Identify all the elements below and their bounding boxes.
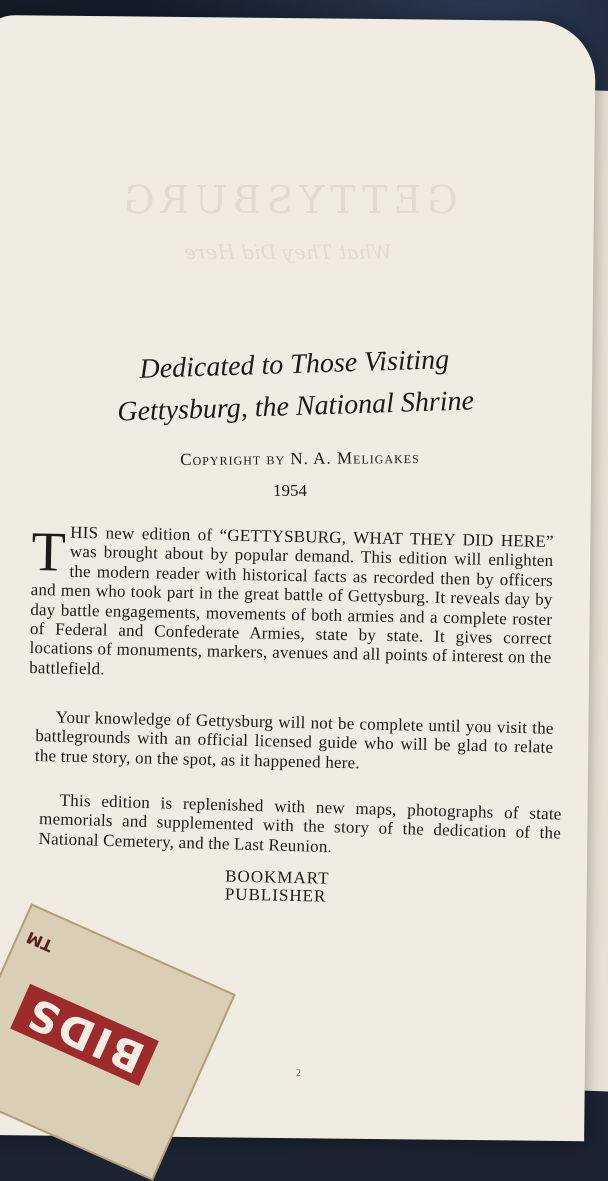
paragraph-3: This edition is replenished with new maps, photographs of state memorials and supplemented with the story of the dedication of the National Cemetery, and the Last Reunion. (38, 790, 562, 856)
publisher-block (225, 868, 366, 907)
box-trademark: TM (23, 927, 56, 956)
drop-cap: T (30, 521, 67, 584)
ghost-title-line2: What They Did Here (184, 240, 392, 264)
copyright-year: 1954 (273, 481, 307, 500)
dedication-line1: Dedicated to Those Visiting (139, 344, 450, 385)
dedication (59, 337, 531, 436)
dedication-line2: Gettysburg, the National Shrine (116, 385, 475, 428)
ghost-title-line1: GETTYSBURG (118, 178, 458, 222)
paragraph-1 (29, 522, 554, 687)
box-label: BIDS (10, 984, 159, 1086)
page-number: 2 (296, 1068, 301, 1079)
paragraph-1-text: HIS new edition of “GETTYSBURG, WHAT THEY DID HERE” was brought about by popular demand. This edition will enlighten the modern reader with historical facts as recorded then by officers and men who took part in the great battle of Gettysburg. It reveals day by day battle engagements, movements of both armies and a complete roster of Federal and Confederate Armies, state by state. It gives correct locations of monuments, markers, avenues and all points of interest on the battlefield. (29, 522, 554, 679)
paragraph-2: Your knowledge of Gettysburg will not be complete until you visit the battlegrounds with an official licensed guide who will be glad to relate the true story, on the spot, as it happened here. (34, 707, 554, 773)
copyright-line: Copyright by N. A. Meligakes (180, 447, 420, 470)
publisher-line2: PUBLISHER (224, 884, 327, 906)
publisher-line1: BOOKMART (225, 866, 330, 888)
